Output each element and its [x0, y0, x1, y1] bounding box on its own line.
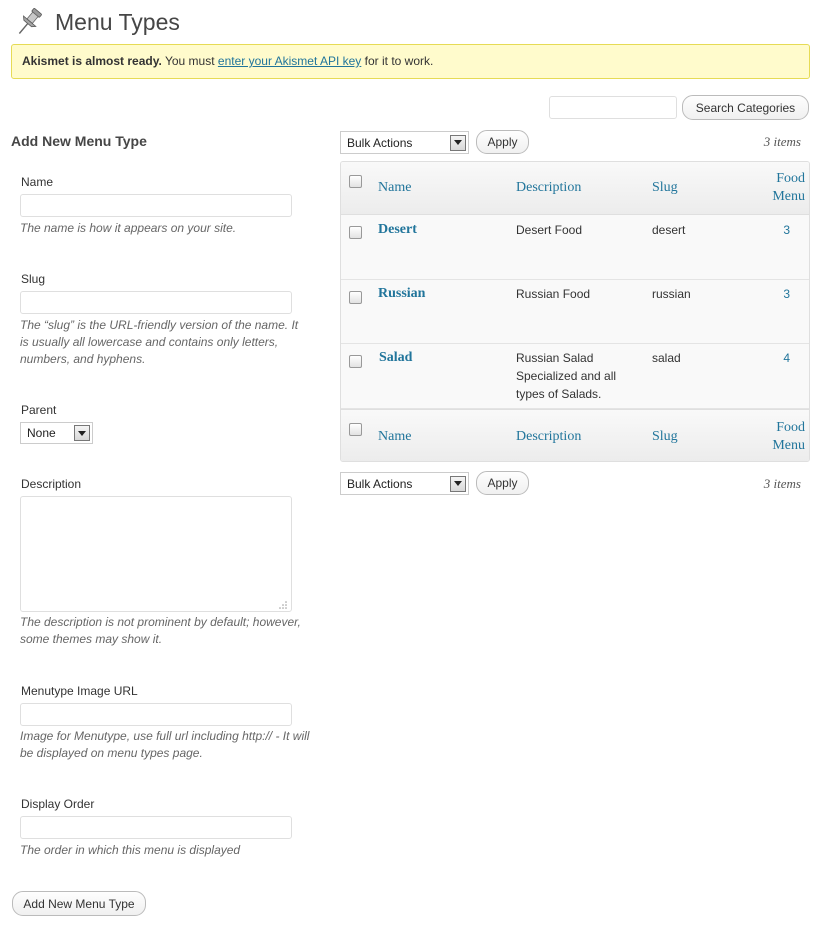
name-hint: The name is how it appears on your site.	[20, 221, 237, 235]
row-description: Russian Food	[516, 287, 591, 301]
items-count-bottom: 3 items	[763, 476, 801, 491]
table-footer	[341, 409, 809, 462]
pushpin-icon	[12, 5, 46, 39]
search-input[interactable]	[549, 96, 677, 119]
table-row	[341, 215, 809, 280]
notice-text-before: You must	[164, 54, 215, 68]
column-slug[interactable]: Slug	[652, 180, 678, 195]
row-name-link[interactable]: Russian	[378, 286, 426, 301]
apply-button-bottom[interactable]: Apply	[476, 471, 529, 495]
akismet-api-key-link[interactable]: enter your Akismet API key	[217, 54, 362, 68]
row-name-link[interactable]: Desert	[378, 222, 417, 237]
column-slug-footer[interactable]: Slug	[652, 429, 678, 444]
column-description[interactable]: Description	[516, 180, 582, 195]
parent-select-value: None	[27, 426, 56, 440]
row-description: Desert Food	[516, 223, 583, 237]
page-header	[12, 4, 180, 40]
slug-label: Slug	[21, 272, 46, 286]
display-order-label: Display Order	[21, 797, 95, 811]
column-name-footer[interactable]: Name	[378, 429, 412, 444]
image-url-label: Menutype Image URL	[21, 684, 138, 698]
row-slug: russian	[652, 287, 691, 301]
form-title: Add New Menu Type	[11, 133, 147, 149]
display-order-input[interactable]	[20, 816, 292, 839]
resize-handle-icon[interactable]	[278, 598, 287, 607]
select-all-checkbox[interactable]	[349, 175, 362, 188]
search-categories-button[interactable]: Search Categories	[682, 95, 809, 120]
chevron-down-icon	[450, 135, 466, 151]
bulk-actions-select-top[interactable]	[340, 131, 469, 154]
row-checkbox[interactable]	[349, 291, 362, 304]
description-label: Description	[21, 477, 82, 491]
row-count-link[interactable]: 3	[783, 223, 790, 237]
column-food-menu[interactable]: Food Menu	[772, 171, 805, 204]
select-all-checkbox-footer[interactable]	[349, 423, 362, 436]
description-textarea[interactable]	[20, 496, 292, 612]
row-count-link[interactable]: 3	[783, 287, 790, 301]
table-header	[341, 162, 809, 215]
bulk-actions-value-bottom: Bulk Actions	[347, 476, 413, 491]
akismet-notice	[11, 44, 810, 79]
column-description-footer[interactable]: Description	[516, 429, 582, 444]
row-count-link[interactable]: 4	[783, 351, 790, 365]
description-hint: The description is not prominent by default; however, some themes may show it.	[20, 615, 301, 646]
row-slug: desert	[652, 223, 686, 237]
parent-label: Parent	[21, 403, 57, 417]
items-count-top: 3 items	[763, 134, 801, 149]
bulk-actions-select-bottom[interactable]	[340, 472, 469, 495]
notice-strong: Akismet is almost ready.	[22, 54, 162, 68]
column-name[interactable]: Name	[378, 180, 412, 195]
table-row	[341, 344, 809, 409]
display-order-hint: The order in which this menu is displayed	[20, 843, 241, 857]
apply-button-top[interactable]: Apply	[476, 130, 529, 154]
row-checkbox[interactable]	[349, 355, 362, 368]
image-url-input[interactable]	[20, 703, 292, 726]
name-label: Name	[21, 175, 54, 189]
slug-input[interactable]	[20, 291, 292, 314]
notice-text-after: for it to work.	[364, 54, 434, 68]
chevron-down-icon	[450, 476, 466, 492]
table-row	[341, 280, 809, 344]
image-url-hint: Image for Menutype, use full url including http:// - It will be displayed on menu types page.	[20, 729, 310, 760]
row-description: Russian Salad Specialized and all types of Salads.	[516, 351, 617, 401]
name-input[interactable]	[20, 194, 292, 217]
column-food-menu-footer[interactable]: Food Menu	[772, 420, 805, 453]
row-slug: salad	[652, 351, 681, 365]
bulk-actions-value: Bulk Actions	[347, 135, 413, 150]
slug-hint: The “slug” is the URL-friendly version of the name. It is usually all lowercase and contains only letters, numbers, and hyphens.	[20, 318, 299, 366]
add-new-menu-type-button[interactable]: Add New Menu Type	[12, 891, 146, 916]
menu-types-table	[340, 161, 810, 462]
chevron-down-icon	[74, 425, 90, 441]
row-name-link[interactable]: Salad	[379, 350, 413, 365]
row-checkbox[interactable]	[349, 226, 362, 239]
page-title: Menu Types	[55, 8, 180, 35]
parent-select[interactable]	[20, 422, 93, 444]
